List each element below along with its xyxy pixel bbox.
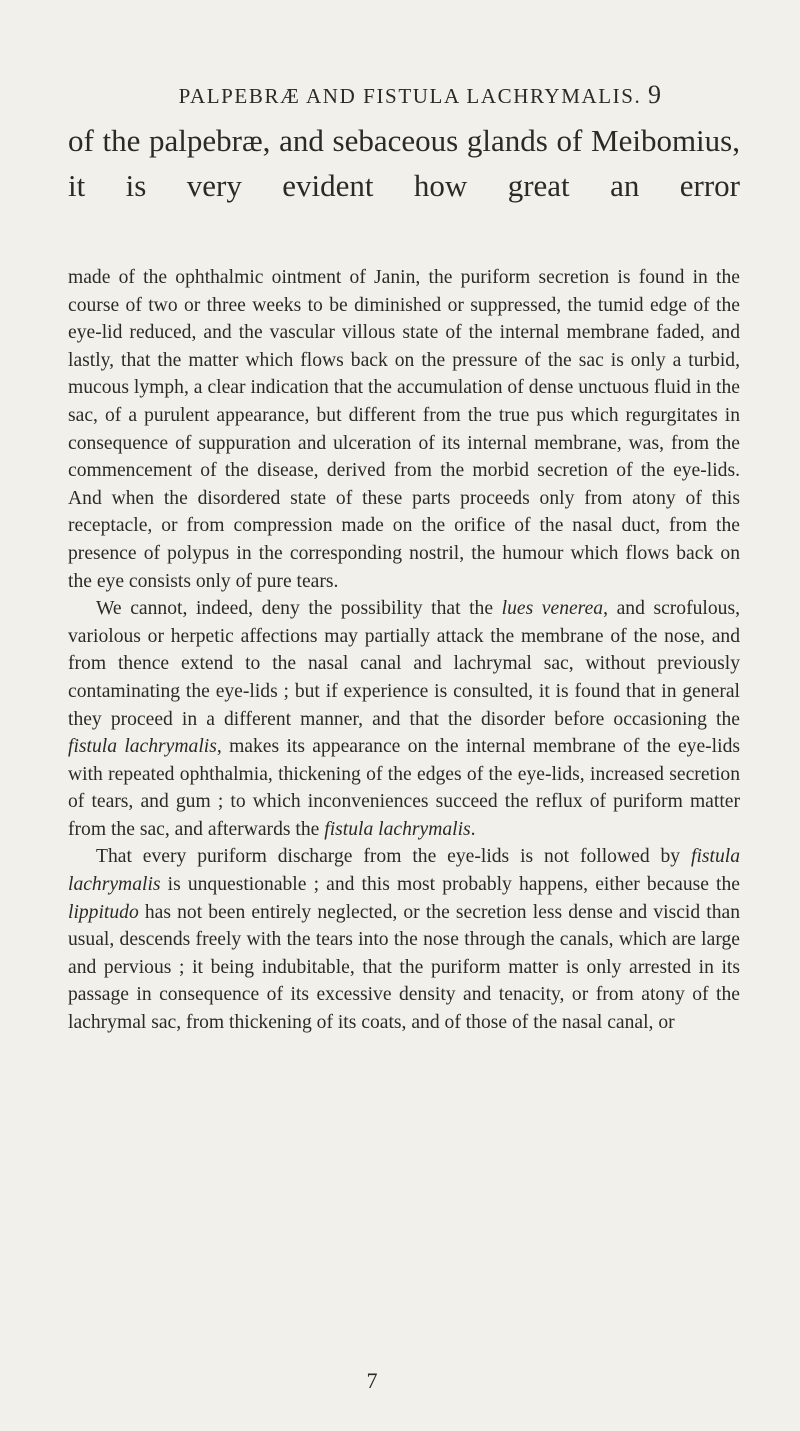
italic-term: fistula lachrymalis: [324, 818, 471, 840]
signature-mark: 7: [366, 1368, 378, 1393]
italic-term: lues venerea: [501, 598, 604, 620]
text-run: , and scrofulous, variolous or herpetic affections may partially attack the membrane of the nose, and from thence extend to the nasal canal and lachrymal sac, without previously contaminating the eye-lids ; but if experience is consulted, it is found that in general they proceed in a different manner, and that the disorder before occasioning the: [68, 598, 740, 730]
opening-lines: [68, 118, 740, 208]
text-run: We cannot, indeed, deny the possibility that the: [96, 598, 502, 620]
text-run: .: [470, 818, 476, 840]
opening-text: of the palpebræ, and sebaceous glands of Meibomius, it is very evident how great an error: [68, 123, 740, 203]
text-run: made of the ophthalmic ointment of Janin, the puriform secretion is found in the course of two or three weeks to be diminished or suppressed, the tumid edge of the eye-lid reduced, and the vascular villous state of the internal membrane faded, and lastly, that the matter which flows back on the pressure of the sac is only a turbid, mucous lymph, a clear indication that the accumulation of dense unctuous fluid in the sac, of a purulent appearance, but different from the true pus which regurgitates in consequence of suppuration and ulceration of its internal membrane, was, from the commencement of the disease, derived from the morbid secretion of the eye-lids. And when the disordered state of these parts proceeds only from atony of this receptacle, or from compression made on the orifice of the nasal duct, from the presence of polypus in the corresponding nostril, the humour which flows back on the eye consists only of pure tears.: [68, 267, 740, 592]
page-number: 9: [648, 80, 661, 109]
italic-term: fistula lachrymalis: [68, 736, 217, 758]
paragraph-3: [68, 843, 740, 1036]
italic-term: fistula lachrymalis: [68, 846, 740, 896]
paragraph-1: [68, 264, 740, 595]
italic-term: lippitudo: [68, 901, 139, 923]
paragraph-2: [68, 595, 740, 843]
text-run: That every puriform discharge from the eye-lids is not followed by: [96, 846, 691, 868]
running-header: PALPEBRÆ AND FISTULA LACHRYMALIS.: [178, 84, 642, 108]
text-run: has not been entirely neglected, or the secretion less dense and viscid than usual, descends freely with the tears into the nose through the canals, which are large and pervious ; it being indubitable, that the puriform matter is only arrested in its passage in consequence of its excessive density and tenacity, or from atony of the lachrymal sac, from thickening of its coats, and of those of the nasal canal, or: [68, 901, 740, 1034]
text-run: , makes its appearance on the internal membrane of the eye-lids with repeated ophthalmia, thickening of the edges of the eye-lids, increased secretion of tears, and gum ; to which inconveniences succeed the reflux of puriform matter from the sac, and afterwards the: [68, 736, 740, 840]
body-text: [68, 264, 740, 1037]
text-run: is unquestionable ; and this most probably happens, either because the: [160, 874, 740, 896]
